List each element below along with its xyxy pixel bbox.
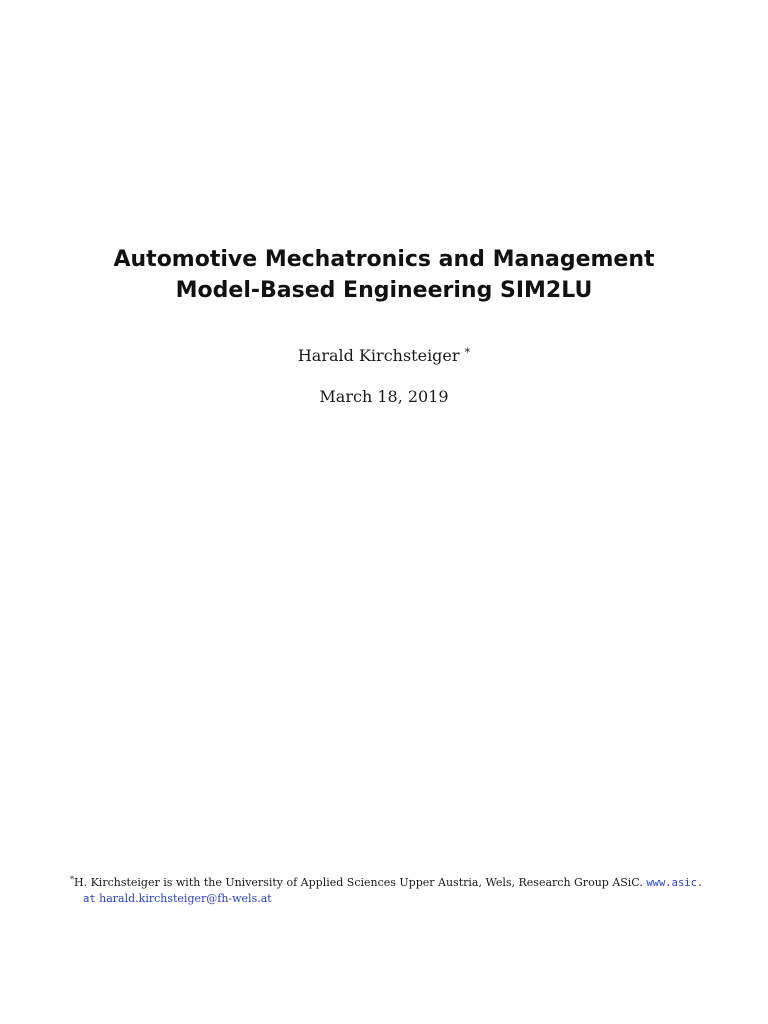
title-line-1: Automotive Mechatronics and Management xyxy=(113,247,655,272)
document-date: March 18, 2019 xyxy=(319,387,449,406)
author-line xyxy=(0,345,768,367)
author-footnote-mark[interactable]: * xyxy=(464,346,471,359)
title-line-2: Model-Based Engineering SIM2LU xyxy=(175,278,593,303)
email-link[interactable]: harald.kirchsteiger@fh-wels.at xyxy=(99,892,272,905)
footnote-line-2 xyxy=(70,891,720,907)
footnote xyxy=(70,875,720,907)
title-block xyxy=(0,244,768,306)
footnote-line-1 xyxy=(70,875,720,891)
website-link-part1[interactable]: www.asic. xyxy=(646,877,704,889)
footnote-mark: * xyxy=(70,875,74,884)
website-link-part2[interactable]: at xyxy=(83,893,96,905)
footnote-text: H. Kirchsteiger is with the University of Applied Sciences Upper Austria, Wels, Research Group ASiC. xyxy=(74,876,643,889)
author-name: Harald Kirchsteiger xyxy=(297,346,460,365)
